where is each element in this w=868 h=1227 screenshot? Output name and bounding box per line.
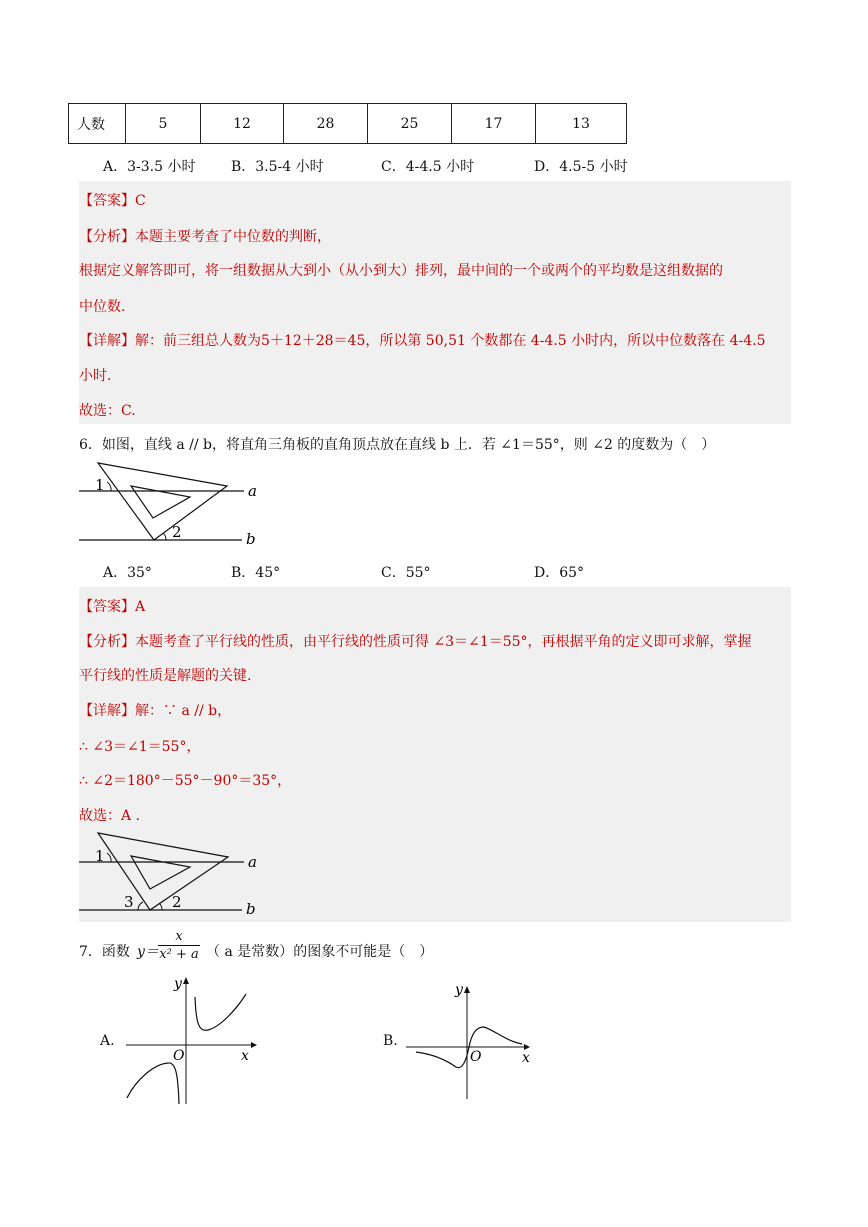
label-b: b bbox=[246, 530, 256, 548]
q5-analysis-line2: 根据定义解答即可，将一组数据从大到小（从小到大）排列，最中间的一个或两个的平均数是这组数据的 bbox=[79, 263, 723, 279]
y-axis-arrow bbox=[464, 986, 470, 993]
origin-label: O bbox=[470, 1049, 482, 1065]
label-a: a bbox=[248, 482, 257, 500]
q6-option-a: A．35° bbox=[103, 565, 152, 581]
table-cell: 28 bbox=[284, 104, 368, 144]
q6-choice: 故选：A . bbox=[79, 808, 141, 824]
q5-analysis: 【分析】本题主要考查了中位数的判断， bbox=[79, 229, 331, 245]
q5-detail-line2: 小时. bbox=[79, 368, 112, 384]
q5-detail: 【详解】解：前三组总人数为5＋12＋28＝45，所以第 50,51 个数都在 4-4.5 小时内，所以中位数落在 4-4.5 bbox=[79, 333, 766, 349]
table-header-cell: 人数 bbox=[69, 104, 126, 144]
q7-option-b-label: B. bbox=[383, 1033, 398, 1049]
q7-numerator: x bbox=[158, 929, 200, 946]
q6-option-d: D．65° bbox=[534, 565, 585, 581]
q7-denominator: x² + a bbox=[159, 947, 199, 962]
table-cell: 17 bbox=[452, 104, 536, 144]
q5-option-c: C．4-4.5 小时 bbox=[381, 159, 475, 175]
label-2: 2 bbox=[172, 893, 182, 911]
label-2: 2 bbox=[172, 523, 182, 541]
label-3: 3 bbox=[124, 893, 134, 911]
table-cell: 12 bbox=[201, 104, 284, 144]
q5-choice: 故选：C. bbox=[79, 403, 136, 419]
label-b: b bbox=[246, 900, 256, 918]
q7-option-a-label: A. bbox=[100, 1033, 115, 1049]
q6-option-b: B．45° bbox=[231, 565, 281, 581]
table-cell: 5 bbox=[126, 104, 201, 144]
q7-y-equals: y＝ bbox=[137, 944, 159, 960]
label-a: a bbox=[248, 853, 257, 871]
axis-x-label: x bbox=[522, 1050, 530, 1066]
table-cell: 13 bbox=[536, 104, 627, 144]
q6-answer: 【答案】A bbox=[79, 599, 146, 615]
table-cell: 25 bbox=[368, 104, 452, 144]
q6-stem: 6．如图，直线 a // b，将直角三角板的直角顶点放在直线 b 上．若 ∠1＝55°，则 ∠2 的度数为（ ） bbox=[79, 437, 716, 453]
q5-option-a: A．3-3.5 小时 bbox=[103, 159, 196, 175]
label-1: 1 bbox=[95, 476, 105, 494]
axis-y-label: y bbox=[455, 982, 463, 998]
origin-label: O bbox=[173, 1048, 185, 1064]
q6-detail: 【详解】解：∵ a // b， bbox=[79, 703, 232, 719]
q7-stem-suffix: （ a 是常数）的图象不可能是（ ） bbox=[206, 944, 434, 960]
q7-stem-prefix: 7．函数 bbox=[79, 944, 130, 960]
q6-option-c: C．55° bbox=[381, 565, 431, 581]
q6-analysis-line2: 平行线的性质是解题的关键. bbox=[79, 668, 252, 684]
q5-answer: 【答案】C bbox=[79, 193, 146, 209]
q5-analysis-line3: 中位数. bbox=[79, 299, 126, 315]
axis-x-label: x bbox=[241, 1048, 249, 1064]
q6-analysis: 【分析】本题考查了平行线的性质，由平行线的性质可得 ∠3＝∠1＝55°，再根据平角的定义即可求解，掌握 bbox=[79, 634, 752, 650]
q6-detail-line3: ∴ ∠2＝180°－55°－90°＝35°， bbox=[79, 773, 292, 789]
q5-option-b: B．3.5-4 小时 bbox=[231, 159, 324, 175]
q6-detail-line2: ∴ ∠3＝∠1＝55°， bbox=[79, 739, 201, 755]
label-1: 1 bbox=[95, 847, 105, 865]
q5-option-d: D．4.5-5 小时 bbox=[534, 159, 628, 175]
axis-y-label: y bbox=[174, 976, 182, 992]
